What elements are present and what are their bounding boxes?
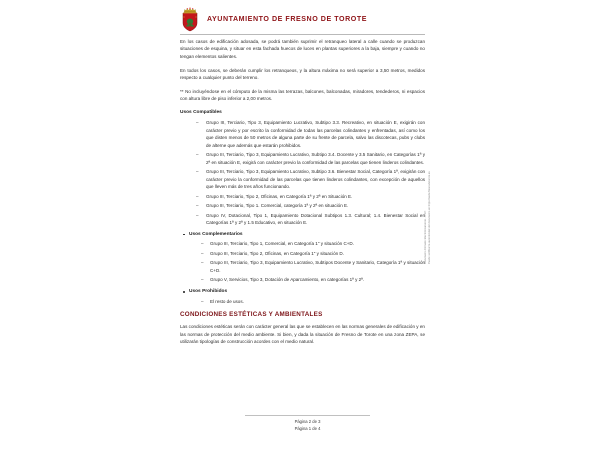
footer-page-line-2: Página 1 de 4 — [294, 425, 321, 431]
usos-compatibles-heading: Usos Compatibles — [180, 110, 222, 116]
coat-of-arms-icon — [180, 6, 200, 32]
header-divider — [180, 34, 425, 35]
usos-complementarios-list — [180, 240, 425, 284]
list-item: – Grupo III, Terciario, Tipo 1. Comercial, categoría 1ª y 2ª en situación E. — [180, 202, 425, 209]
page-footer — [245, 419, 370, 432]
condiciones-paragraph: Las condiciones estéticas serán con carácter general las que se establecen en las normas generales de edificación y en las normas de protección del medio ambiente. Si bien, y dada la situación de Fresno de Torote en una zona ZEPA, se utilizarán tipologías de construcción acordes con el medio natural. — [180, 324, 425, 345]
paragraph-2: En todos los casos, se deberán cumplir los retranqueos, y la altura máxima no será superior a 3,50 metros, medidos respecto a cualquier punto del terreno. — [180, 67, 425, 81]
paragraph-3: ** No incluyéndose en el cómputo de la misma las terrazas, balcones, balconadas, miradores, tendederos, ni espacios con altura libre de piso inferior a 2,00 metros. — [180, 89, 425, 102]
usos-complementarios-heading: Usos Complementarios — [180, 231, 425, 238]
usos-prohibidos-section — [180, 288, 425, 295]
footer-page-line-1: Página 2 de 3 — [294, 419, 321, 424]
list-item: – Grupo IV, Dotacional, Tipo 1, Equipamiento Dotacional Subtipos 1.3. Cultural; 1.4. Bienestar Social en Categorías 1ª y 2ª y 1.5 Educativo, en situación E. — [180, 212, 425, 227]
list-item: – Grupo III, Terciario, Tipo 2, Oficinas, en Categoría 1" y situación D. — [180, 250, 425, 257]
signature-line-1: Documento Firmado Electrónicamente - CSV: — [424, 210, 427, 264]
list-item: – Grupo III, Terciario, Tipo 3, Equipamiento Lucrativo, Subtipo 3.6. Bienestar Social, Categoría 1ª, exigirán con carácter previo la conformidad de las parcelas que tienen linderos colindantes, con excepción de aquellos que lleven más de tres años funcionando. — [180, 168, 425, 190]
condiciones-heading: CONDICIONES ESTÉTICAS Y AMBIENTALES — [180, 310, 323, 318]
digital-signature-stamp — [424, 144, 431, 264]
paragraph-1: En los casos de edificación adosada, se podrá también suprimir el retranqueo lateral a calle cuando se produzcan situaciones de esquina, y situar en esta fachada huecos de luces en plantas superiores a la baja, siempre y cuando no tengan elementos salientes. — [180, 39, 425, 59]
usos-compatibles-list — [180, 119, 425, 226]
signature-line-2: Puede verificar la autenticidad del documento en https://sede.fresnodetorote.es — [427, 171, 431, 264]
document-header — [180, 6, 425, 32]
usos-prohibidos-list — [180, 298, 425, 305]
list-item: – El resto de usos. — [180, 298, 425, 305]
list-item: – Grupo III, Terciario, Tipo 2, Oficinas, en Categoría 1ª y 2ª en Situación E. — [180, 193, 425, 200]
list-item: – Grupo V, Servicios, Tipo 3, Dotación de Aparcamiento, en categorías 1ª y 2ª. — [180, 276, 425, 283]
list-item: – Grupo III, Terciario, Tipo 1, Comercial, en Categoría 1" y situación C+D. — [180, 240, 425, 247]
list-item: – Grupo III, Terciario, Tipo 3, Equipamiento Lucrativo, Subtipo 3.3. Recreativo, en situación E, exigirán con carácter previo y por escrito la conformidad de todas las parcelas colindantes y enfrentadas, así como los que disten menos de 50 metros de alguna parte de su frente de parcela, salvo las discotecas, pubs y clubs de alterne que además que estarán prohibidos. — [180, 119, 425, 149]
usos-prohibidos-heading: Usos Prohibidos — [180, 288, 425, 295]
list-item: – Grupo III, Terciario, Tipo 3, Equipamiento Lucrativo, Subtipos Docente y Sanitario, Categoría 1ª y situación C+D. — [180, 259, 425, 274]
usos-complementarios-section — [180, 231, 425, 238]
header-title: AYUNTAMIENTO DE FRESNO DE TOROTE — [207, 15, 368, 23]
document-body — [180, 38, 425, 352]
list-item: – Grupo III, Terciario, Tipo 3, Equipamiento Lucrativo, Subtipo 3.4. Docente y 3.5 Sanitario, en Categorías 1ª y 2ª en situación E, exigirá con carácter previo la conformidad de las parcelas que tienen linderos colindantes. — [180, 151, 425, 166]
footer-divider — [245, 415, 370, 416]
